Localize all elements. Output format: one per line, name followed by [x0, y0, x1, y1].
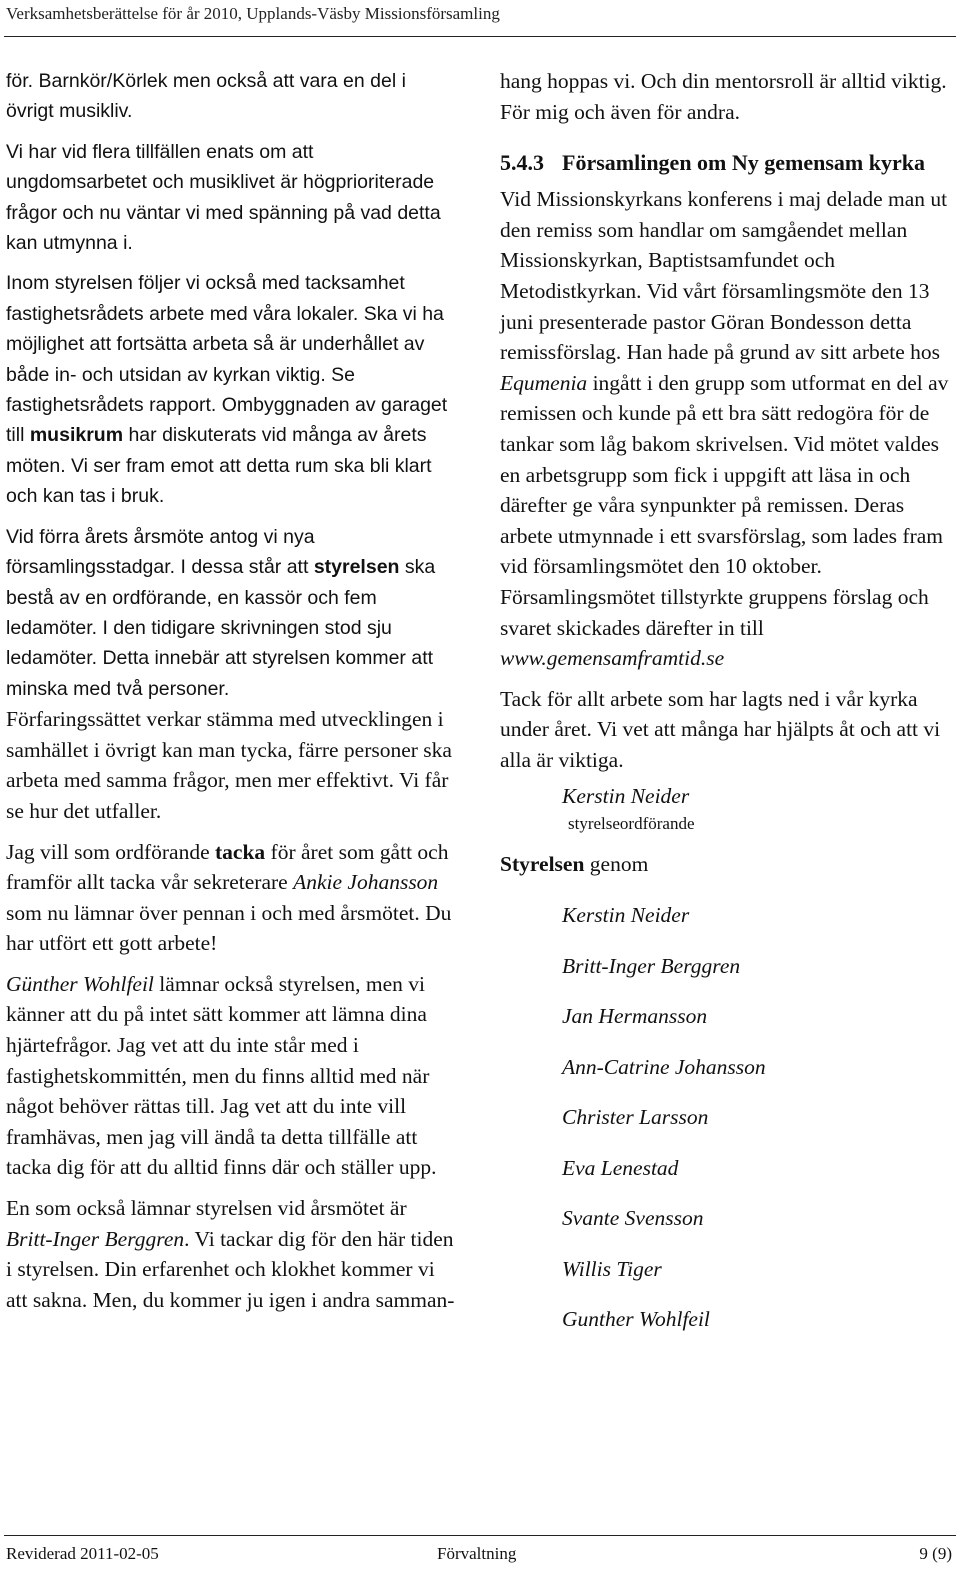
section-number: 5.4.3 — [500, 150, 544, 176]
footer-rule — [4, 1535, 956, 1536]
paragraph: Vi har vid flera tillfällen enats om att ungdomsarbetet och musiklivet är högprioriterade frågor och nu väntar vi med spänning på vad detta kan utmynna i. — [6, 140, 441, 255]
paragraph: Förfaringssättet verkar stämma med utvecklingen i samhället i övrigt kan man tycka, färre personer ska arbeta med samma frågor, men mer effektivt. Vi får se hur det utfaller. — [6, 707, 452, 823]
paragraph: Günther Wohlfeil lämnar också styrelsen, men vi känner att du på intet sätt kommer att lämna dina hjärtefrågor. Jag vet att du inte står med i fastighetskommittén, men du finns alltid med när något behöver rättas till. Jag vet att du inte vill framhävas, men jag vill ändå ta detta tillfälle att tacka dig för att du alltid finns där och ställer upp. — [6, 971, 437, 1180]
board-member: Kerstin Neider — [562, 903, 690, 928]
paragraph: Vid Missionskyrkans konferens i maj delade man ut den remiss som handlar om samgåendet mellan Missionskyrkan, Baptistsamfundet och Metodistkyrkan. Vid vårt församlingsmöte den 13 juni presenterade pastor Göran Bondesson detta remissförslag. Han hade på grund av sitt arbete hos Equmenia ingått i den grupp som utformat en del av remissen och kunde på ett bra sätt redogöra för de tankar som låg bakom skrivelsen. Vid mötet valdes en arbetsgrupp som fick i uppgift att läsa in och därefter ge våra synpunkter på remissen. Deras arbete utmynnade i ett svarsförslag, som lades fram vid församlingsmötet den 10 oktober. Församlingsmötet tillstyrkte gruppens förslag och svaret skickades därefter in till www.gemensamframtid.se — [500, 187, 949, 671]
paragraph: Jag vill som ordförande tacka för året som gått och framför allt tacka vår sekreterare Ankie Johansson som nu lämnar över pennan i och med årsmötet. Du har utfört ett gott arbete! — [6, 839, 452, 956]
footer-section: Förvaltning — [437, 1544, 517, 1563]
signature-name: Kerstin Neider — [562, 784, 690, 809]
board-member: Ann-Catrine Johansson — [562, 1054, 766, 1079]
section-title: Församlingen om Ny gemensam kyrka — [562, 150, 925, 176]
paragraph: Inom styrelsen följer vi också med tacksamhet fastighetsrådets arbete med våra lokaler. Ska vi ha möjlighet att fortsätta arbeta så är underhållet av både in- och utsidan av kyrkan viktig. Se fastighetsrådets rapport. Ombyggnaden av garaget till musikrum har diskuterats vid många av årets möten. Vi ser fram emot att detta rum ska bli klart och kan tas i bruk. — [6, 272, 448, 508]
left-column — [6, 66, 458, 1315]
revision-date: Reviderad 2011-02-05 — [6, 1544, 159, 1563]
paragraph: Vid förra årets årsmöte antog vi nya församlingsstadgar. I dessa står att styrelsen ska bestå av en ordförande, en kassör och fem ledamöter. I den tidigare skrivningen stod sju ledamöter. Detta innebär att styrelsen kommer att minska med två personer. — [6, 525, 436, 700]
board-member: Christer Larsson — [562, 1105, 709, 1130]
right-column — [500, 66, 952, 1355]
board-member-list — [500, 900, 952, 1355]
board-member: Britt-Inger Berggren — [562, 953, 741, 978]
signature-title: styrelseordförande — [568, 814, 695, 834]
header-rule — [4, 36, 956, 37]
paragraph: hang hoppas vi. Och din mentorsroll är alltid viktig. För mig och även för andra. — [500, 69, 947, 124]
page-header: Verksamhetsberättelse för år 2010, Upplands-Väsby Missionsförsamling — [6, 4, 500, 23]
paragraph: Tack för allt arbete som har lagts ned i vår kyrka under året. Vi vet att många har hjälpts åt och att vi alla är viktiga. — [500, 686, 941, 772]
board-member: Jan Hermansson — [562, 1004, 708, 1029]
paragraph: för. Barnkör/Körlek men också att vara en del i övrigt musikliv. — [6, 70, 406, 123]
page-number: 9 (9) — [919, 1544, 952, 1563]
paragraph: En som också lämnar styrelsen vid årsmötet är Britt-Inger Berggren. Vi tackar dig för den här tiden i styrelsen. Din erfarenhet och klokhet kommer vi att sakna. Men, du kommer ju igen i andra samman- — [6, 1196, 455, 1312]
board-label: Styrelsen genom — [500, 852, 649, 877]
board-member: Eva Lenestad — [562, 1155, 679, 1180]
board-member: Svante Svensson — [562, 1206, 704, 1231]
board-member: Willis Tiger — [562, 1256, 662, 1281]
section-heading — [500, 147, 952, 178]
board-member: Gunther Wohlfeil — [562, 1307, 710, 1332]
